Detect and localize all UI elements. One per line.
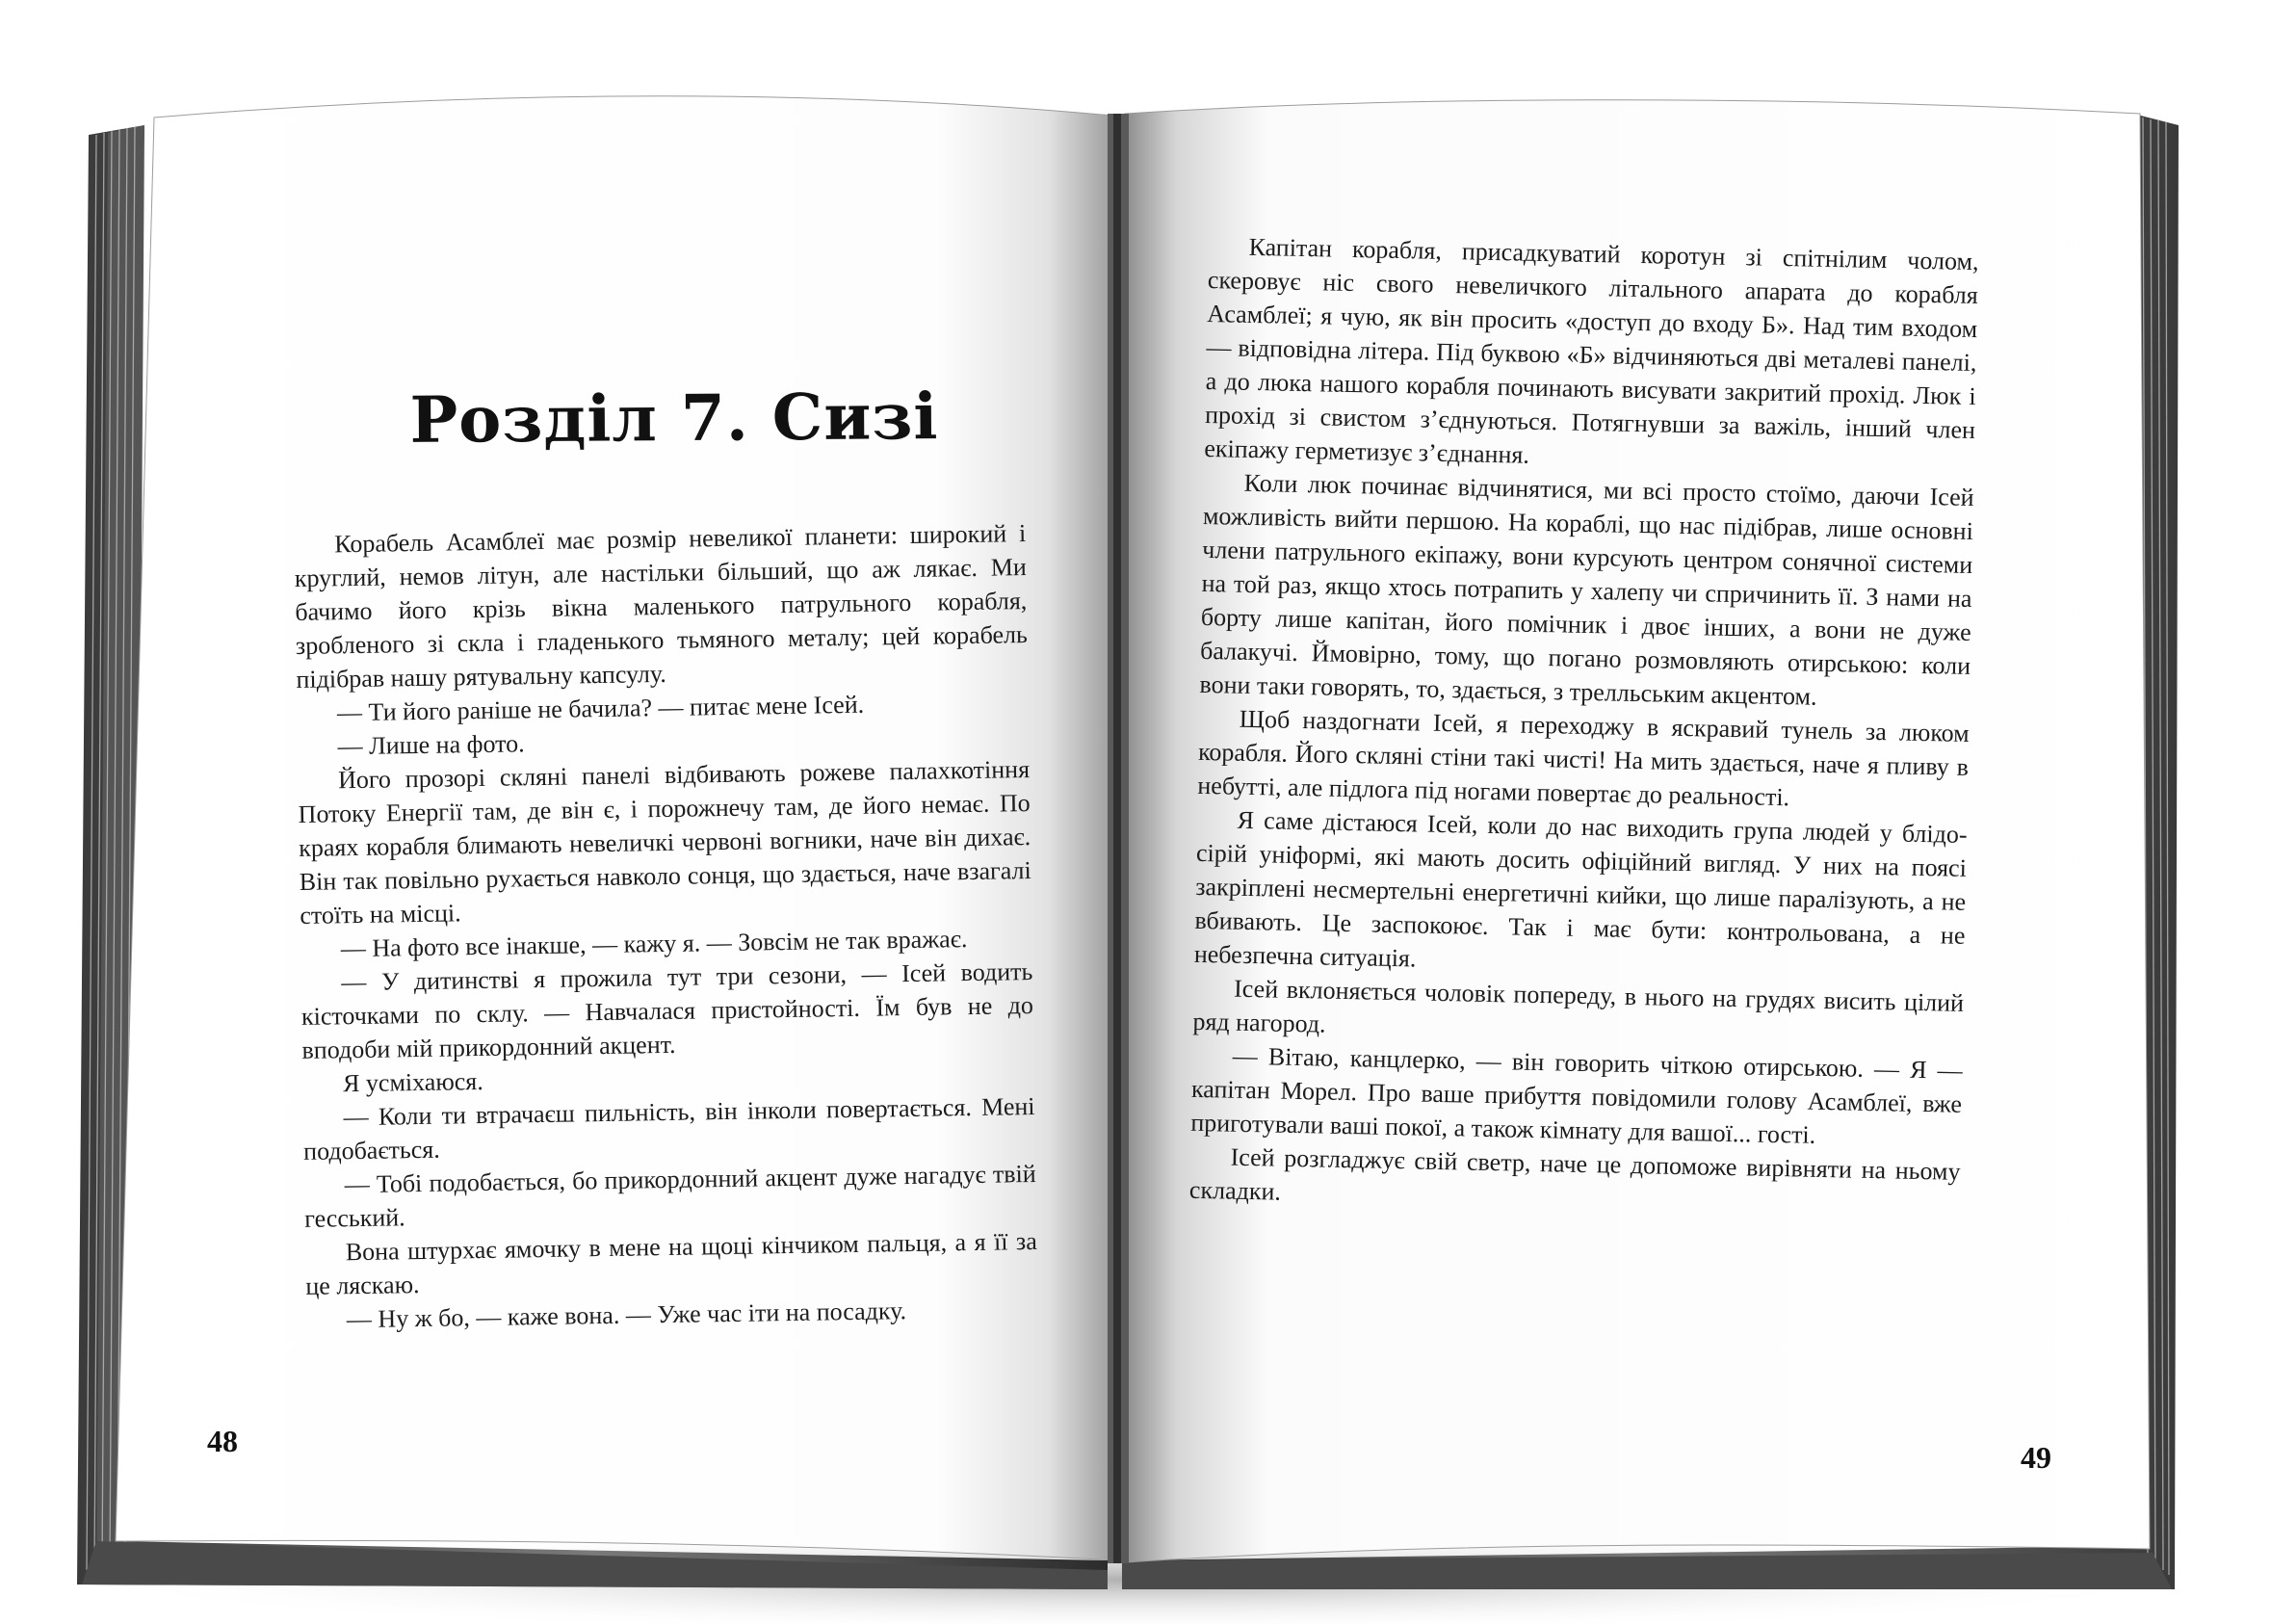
- paragraph: Корабель Асамблеї має розмір невеликої планети: широкий і круглий, немов літун, але настільки більший, що аж лякає. Ми бачимо його крізь вікна маленького патрульного корабля, зробленого зі скла і гладенького тьмяного металу; цей корабель підібрав нашу рятувальну капсулу.: [294, 519, 1029, 694]
- paragraph: Я саме дістаюся Ісей, коли до нас виходить група людей у блідо-сірій уніформі, які мають досить офіційний вигляд. У них на поясі закріплені несмертельні енергетичні кийки, що лише паралізують, а не вбивають. Це заспокоює. Так і має бути: контрольована, а не небезпечна ситуація.: [1193, 805, 1968, 973]
- paragraph: Я усміхаюся.: [342, 1066, 483, 1098]
- left-page-text: [294, 516, 1038, 1337]
- paragraph: Капітан корабля, присадкуватий коротун зі спітнілим чолом, скеровує ніс свого невеличкого літального апарата до корабля Асамблеї; я чую, як він просить «доступ до входу Б». Над тим входом — відповідна літера. Під буквою «Б» відчиняються дві металеві панелі, а до люка нашого корабля починають висувати закритий прохід. Люк і прохід зі свистом з’єднуються. Потягнувши за важіль, інший член екіпажу герметизує з’єднання.: [1204, 232, 1979, 469]
- paragraph: Щоб наздогнати Ісей, я переходжу в яскравий тунель за люком корабля. Його скляні стіни такі чисті! На мить здається, наче я пливу в небутті, але підлога під ногами повертає до реальності.: [1197, 704, 1970, 812]
- left-page-number: 48: [207, 1424, 238, 1458]
- paragraph: — Вітаю, канцлерко, — він говорить чіткою отирською. — Я — капітан Морел. Про ваше прибуття повідомили голову Асамблеї, вже приготували ваші покої, а також кімнату для вашої... гості.: [1190, 1041, 1963, 1149]
- right-page-number: 49: [2021, 1440, 2051, 1475]
- right-page-text: [1189, 229, 1979, 1222]
- paragraph: Ісей розгладжує свій светр, наче це допоможе вирівняти на ньому складки.: [1188, 1142, 1961, 1206]
- paragraph: — Ти його раніше не бачила? — питає мене Ісей.: [336, 690, 865, 727]
- paragraph: — Ну ж бо, — каже вона. — Уже час іти на посадку.: [346, 1297, 907, 1334]
- paragraph: Його прозорі скляні панелі відбивають рожеве палахкотіння Потоку Енергії там, де він є, і порожнечу там, де його немає. По краях корабля блимають невеличкі червоні вогники, наче він дихає. Він так повільно рухається навколо сонця, що здається, наче взагалі стоїть на місці.: [298, 755, 1031, 930]
- paragraph: — Коли ти втрачаєш пильність, він інколи повертається. Мені подобається.: [302, 1091, 1035, 1166]
- paragraph: Коли люк починає відчинятися, ми всі просто стоїмо, даючи Ісей можливість вийти першою. На кораблі, що нас підібрав, лише основні члени патрульного екіпажу, вони курсують центром сонячної системи на той раз, якщо хтось потрапить у халепу чи спричинить її. З нами на борту лише капітан, його помічник і двоє інших, а вони не дуже балакучі. Ймовірно, тому, що погано розмовляють отирською: коли вони таки говорять, то, здається, з трелльським акцентом.: [1199, 468, 1974, 711]
- paragraph: Ісей вклоняється чоловік попереду, в нього на грудях висить цілий ряд нагород.: [1192, 974, 1965, 1038]
- paragraph: — У дитинстві я прожила тут три сезони, — Ісей водить кісточками по склу. — Навчалася пристойності. Їм був не до вподоби мій прикордонний акцент.: [300, 957, 1034, 1064]
- paragraph: — На фото все інакше, — кажу я. — Зовсім не так вражає.: [340, 925, 968, 963]
- paragraph: — Тобі подобається, бо прикордонний акцент дуже нагадує твій гесський.: [304, 1159, 1036, 1233]
- chapter-title: Розділ 7. Сизі: [409, 379, 939, 458]
- paragraph: — Лише на фото.: [337, 729, 525, 761]
- paragraph: Вона штурхає ямочку в мене на щоці кінчиком пальця, а я її за це ляскаю.: [305, 1226, 1037, 1300]
